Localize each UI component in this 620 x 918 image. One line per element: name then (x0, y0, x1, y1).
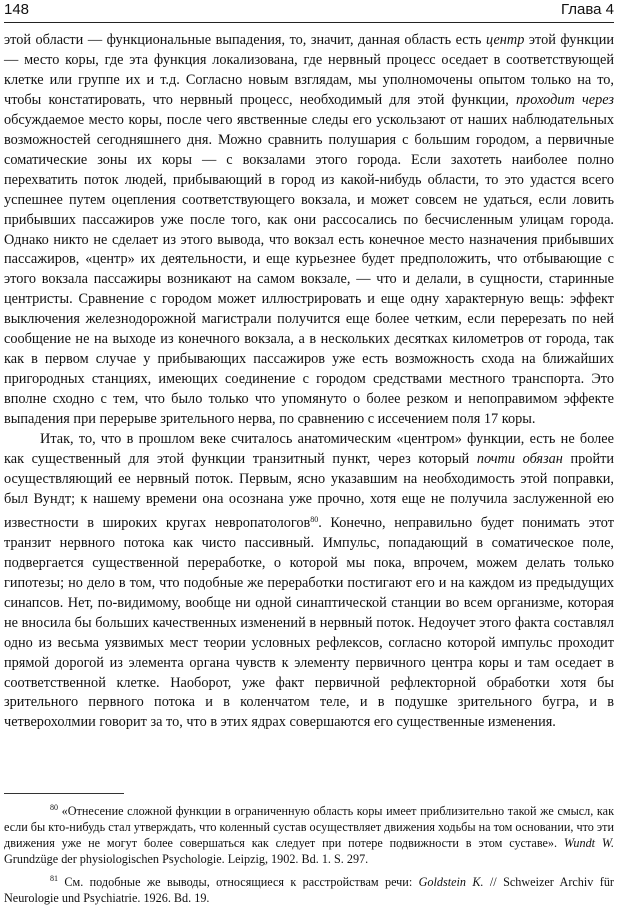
paragraph-2-text: Итак, то, что в прошлом веке считалось анатомическим «центром» функции, есть не более как существенный для этой функции транзитный пункт, через который (4, 431, 614, 468)
footnote-80-source: Grundzüge der physiologischen Psychologie. Leipzig, 1902. Bd. 1. S. 297. (4, 852, 369, 866)
paragraph-1 (4, 31, 614, 430)
paragraph-2-text: пройти осуществляющий ее нервный поток. Первым, ясно указавшим на необходимость этой поправки, был Вундт; к нашему времени она осознана уже прочно, хотя еще не получила заслуженной ею известности в широких кругах невропатологов (4, 451, 615, 531)
emphasis-almost-obliged: почти обязан (476, 451, 563, 468)
emphasis-passes-through: проходит через (515, 91, 614, 108)
footnote-mark-81: 81 (50, 874, 58, 883)
page-number: 148 (4, 1, 30, 18)
footnote-ref-80[interactable]: 80 (310, 514, 319, 524)
footnote-81-source: // Schweizer Archiv für Neurologie und Psychiatrie. 1926. Bd. 19. (4, 875, 614, 905)
footnote-81 (4, 871, 614, 906)
paragraph-2-text: . Конечно, неправильно будет понимать этот транзит нервного потока как чисто пассивный. Импульс, попадающий в соматическое поле, подвергается существенной переработке, о которой мы пока, впрочем, можем делать только гипотезы; но дело в том, что подобные же переработки постигают его и на каждом из предыдущих синапсов. Нет, по-видимому, вообще ни одной синаптической станции во всем организме, которая не вносила бы больших качественных изменений в нервный поток. Недоучет этого факта составлял одно из весьма уязвимых мест теории условных рефлексов, согласно которой импульс проходит прямой дорогой из элемента органа чувств к элементу первичного центра коры и там оседает в соответственной клетке. Наоборот, уже факт первичной рефлекторной обработки хотя бы зрительного первного потока и в коленчатом теле, и в подушке зрительного бугра, и в четверохолмии говорит за то, что в этих ядрах совершаются его существенные изменения. (4, 514, 614, 731)
footnote-81-author: Goldstein K. (418, 875, 484, 889)
footnote-80 (4, 800, 614, 867)
paragraph-1-text: обсуждаемое место коры, после чего явственные следы его ускользают от наших наблюдательных возможностей сегодняшнего дня. Можно сравнить полушария с большим городом, а первичные соматические зоны их коры — с вокзалами этого города. Если захотеть наиболее полно перехватить поток людей, прибывающий в город из какой-нибудь области, то это удастся всего успешнее путем оцепления соответствующего вокзала, и может совсем не удаться, если ловить прибывших пассажиров уже после того, как они рассосались по бесчисленным улицам города. Однако никто не сделает из этого вывода, что вокзал есть конечное место назначения прибывших пассажиров, «центр» их деятельности, и еще курьезнее будет предположить, что отбывающие с этого вокзала пассажиры возникают на самом вокзале, — что и делали, в сущности, старинные центристы. Сравнение с городом может иллюстрировать и еще одну характерную вещь: эффект выключения железнодорожной магистрали получится еще более четким, если перерезать по ней сообщение не на выходе из конечного вокзала, а в нескольких десятках километров от города, так как в первом случае у прибывающих пассажиров уже есть возможность схода на ближайших пригородных станциях, имеющих соединение с городом средствами местного транспорта. Это вполне сходно с тем, что было только что упомянуто о более резком и непоправимом эффекте выпадения при перерыве зрительного нерва, по сравнению с иссечением поля 17 коры. (4, 111, 614, 428)
emphasis-center: центр (485, 32, 525, 48)
main-text (4, 31, 614, 733)
footnote-81-text: См. подобные же выводы, относящиеся к расстройствам речи: (58, 875, 419, 889)
footnotes (4, 800, 614, 910)
paragraph-2 (4, 430, 614, 733)
footnote-80-text: «Отнесение сложной функции в ограниченную область коры имеет приблизительно такой же смысл, как если бы кто-нибудь стал утверждать, что коленный сустав осуществляет движения ходьбы на том основании, что эти движения уже не могут более совершаться как следует при потере подвижности в этом суставе». (4, 804, 614, 850)
paragraph-1-text: этой области — функциональные выпадения, то, значит, данная область есть (4, 32, 486, 48)
footnote-divider (4, 793, 124, 794)
paragraph-1-text: этой функции — место коры, где эта функция локализована, где нервный процесс оседает в соответствующей клетке или группе их и т.д. Согласно новым взглядам, мы уполномочены опытом только на то, чтобы констатировать, что нервный процесс, необходимый для этой функции, (4, 32, 614, 108)
footnote-80-author: Wundt W. (563, 836, 614, 850)
chapter-label: Глава 4 (560, 1, 614, 18)
page-header (4, 0, 614, 23)
footnote-mark-80: 80 (50, 803, 58, 812)
